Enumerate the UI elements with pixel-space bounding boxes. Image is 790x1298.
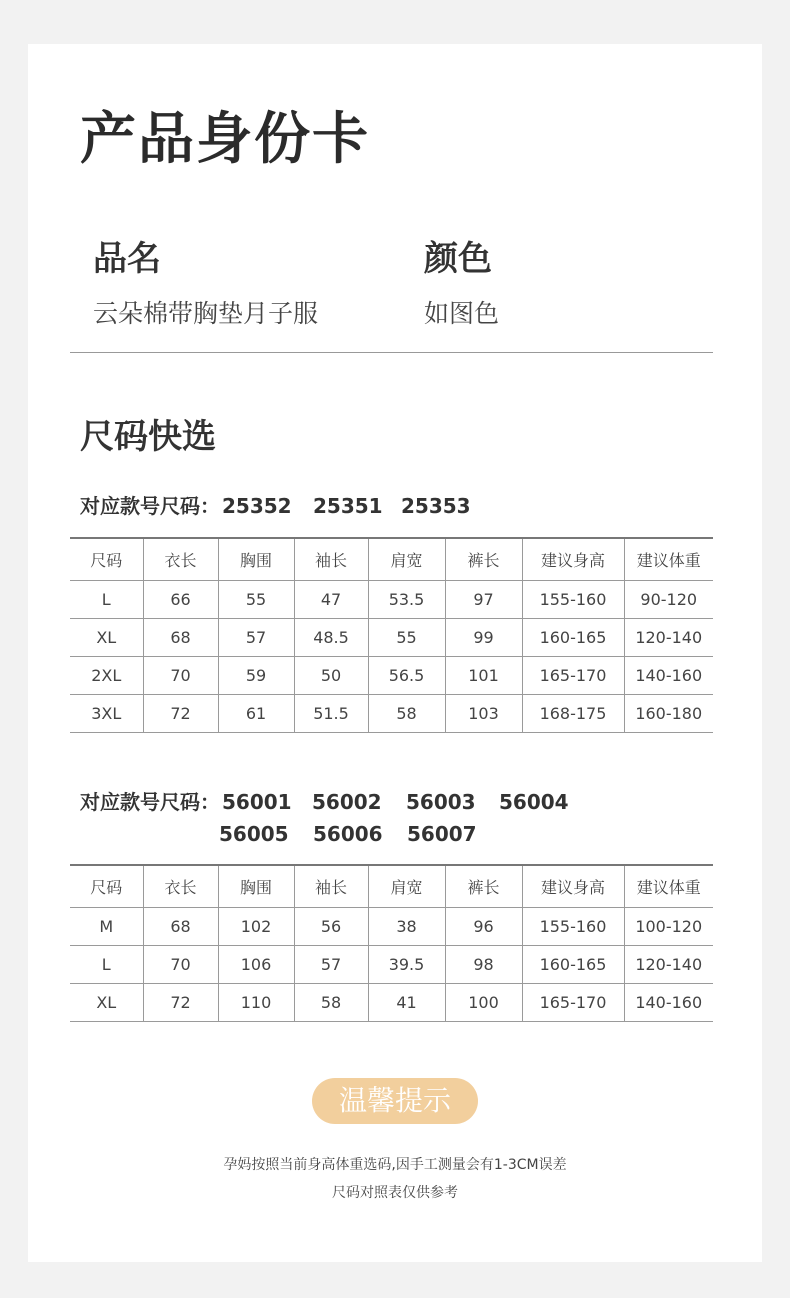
column-header: 衣长 xyxy=(143,865,218,907)
column-header: 建议体重 xyxy=(624,538,713,580)
table-cell: 39.5 xyxy=(368,945,445,983)
table-row xyxy=(70,907,713,945)
table-cell: L xyxy=(101,954,111,974)
table-cell: 47 xyxy=(294,580,368,618)
table-cell: 55 xyxy=(368,618,445,656)
table-cell: 140-160 xyxy=(624,656,713,694)
table-cell: 68 xyxy=(143,618,218,656)
style-code: 56002 xyxy=(312,790,382,814)
table-header-row xyxy=(70,538,713,580)
table-cell: 58 xyxy=(368,694,445,732)
table-cell: 100-120 xyxy=(624,907,713,945)
color-label: 颜色 xyxy=(424,239,492,279)
table-cell: 38 xyxy=(368,907,445,945)
page-title: 产品身份卡 xyxy=(80,107,370,172)
table-row xyxy=(70,656,713,694)
column-header: 袖长 xyxy=(294,538,368,580)
table-cell: 103 xyxy=(445,694,522,732)
table-cell: 165-170 xyxy=(522,656,624,694)
style-code: 25351 xyxy=(313,494,383,518)
table-cell: 110 xyxy=(218,983,294,1021)
style-code: 56005 xyxy=(219,822,289,846)
table-cell: 56 xyxy=(294,907,368,945)
table-cell: 61 xyxy=(218,694,294,732)
table-cell: 98 xyxy=(445,945,522,983)
table-row xyxy=(70,694,713,732)
style-code: 25353 xyxy=(401,494,471,518)
column-header: 肩宽 xyxy=(368,538,445,580)
table-cell: 120-140 xyxy=(624,618,713,656)
style-codes-label: 对应款号尺码： xyxy=(80,790,220,814)
column-header: 胸围 xyxy=(218,865,294,907)
table-cell: 66 xyxy=(143,580,218,618)
tip-note-line-2: 尺码对照表仅供参考 xyxy=(332,1185,458,1201)
style-codes-label: 对应款号尺码： xyxy=(80,494,220,518)
column-header: 肩宽 xyxy=(368,865,445,907)
table-cell: 68 xyxy=(143,907,218,945)
table-cell: 160-165 xyxy=(522,945,624,983)
column-header: 建议体重 xyxy=(624,865,713,907)
table-cell: 90-120 xyxy=(624,580,713,618)
size-section-title: 尺码快选 xyxy=(80,417,216,457)
table-cell: 160-180 xyxy=(624,694,713,732)
column-header: 建议身高 xyxy=(522,538,624,580)
product-name-value: 云朵棉带胸垫月子服 xyxy=(93,299,319,328)
table-cell: XL xyxy=(96,992,117,1012)
warm-tip-badge: 温馨提示 xyxy=(312,1078,478,1124)
style-codes-1 xyxy=(80,492,720,520)
table-cell: 57 xyxy=(218,618,294,656)
style-code: 25352 xyxy=(222,494,292,518)
table-header-row xyxy=(70,865,713,907)
table-cell: 120-140 xyxy=(624,945,713,983)
table-cell: 48.5 xyxy=(294,618,368,656)
table-row xyxy=(70,945,713,983)
table-cell: 55 xyxy=(218,580,294,618)
style-code: 56004 xyxy=(499,790,569,814)
divider xyxy=(70,352,713,353)
table-row xyxy=(70,983,713,1021)
table-cell: 106 xyxy=(218,945,294,983)
style-code: 56003 xyxy=(406,790,476,814)
column-header: 袖长 xyxy=(294,865,368,907)
table-cell: 165-170 xyxy=(522,983,624,1021)
tip-note-line-1: 孕妈按照当前身高体重选码,因手工测量会有1-3CM误差 xyxy=(223,1157,567,1173)
table-cell: 101 xyxy=(445,656,522,694)
table-cell: M xyxy=(99,916,114,936)
table-cell: 102 xyxy=(218,907,294,945)
table-row xyxy=(70,618,713,656)
column-header: 衣长 xyxy=(143,538,218,580)
table-cell: 100 xyxy=(445,983,522,1021)
table-cell: 57 xyxy=(294,945,368,983)
product-name-label: 品名 xyxy=(93,239,161,279)
table-cell: 96 xyxy=(445,907,522,945)
column-header: 尺码 xyxy=(90,877,123,897)
column-header: 胸围 xyxy=(218,538,294,580)
table-cell: 56.5 xyxy=(368,656,445,694)
column-header: 建议身高 xyxy=(522,865,624,907)
table-cell: 72 xyxy=(143,694,218,732)
table-cell: 155-160 xyxy=(522,907,624,945)
table-cell: XL xyxy=(96,627,117,647)
column-header: 裤长 xyxy=(445,865,522,907)
style-code: 56001 xyxy=(222,790,292,814)
size-table-2 xyxy=(70,864,713,1022)
table-cell: 140-160 xyxy=(624,983,713,1021)
table-cell: 59 xyxy=(218,656,294,694)
style-code: 56006 xyxy=(313,822,383,846)
table-cell: 50 xyxy=(294,656,368,694)
table-cell: 97 xyxy=(445,580,522,618)
table-cell: 41 xyxy=(368,983,445,1021)
table-cell: 70 xyxy=(143,945,218,983)
table-cell: 155-160 xyxy=(522,580,624,618)
table-cell: 160-165 xyxy=(522,618,624,656)
style-codes-2-line-1 xyxy=(80,788,720,816)
table-cell: 72 xyxy=(143,983,218,1021)
table-cell: 3XL xyxy=(91,703,122,723)
table-cell: 53.5 xyxy=(368,580,445,618)
table-cell: 51.5 xyxy=(294,694,368,732)
table-cell: 2XL xyxy=(91,665,122,685)
table-row xyxy=(70,580,713,618)
style-code: 56007 xyxy=(407,822,477,846)
table-cell: 58 xyxy=(294,983,368,1021)
table-cell: 70 xyxy=(143,656,218,694)
table-cell: 168-175 xyxy=(522,694,624,732)
color-value: 如图色 xyxy=(424,299,500,328)
table-cell: 99 xyxy=(445,618,522,656)
column-header: 裤长 xyxy=(445,538,522,580)
column-header: 尺码 xyxy=(90,550,123,570)
style-codes-2-line-2 xyxy=(80,820,720,848)
table-cell: L xyxy=(101,589,111,609)
size-table-1 xyxy=(70,537,713,733)
